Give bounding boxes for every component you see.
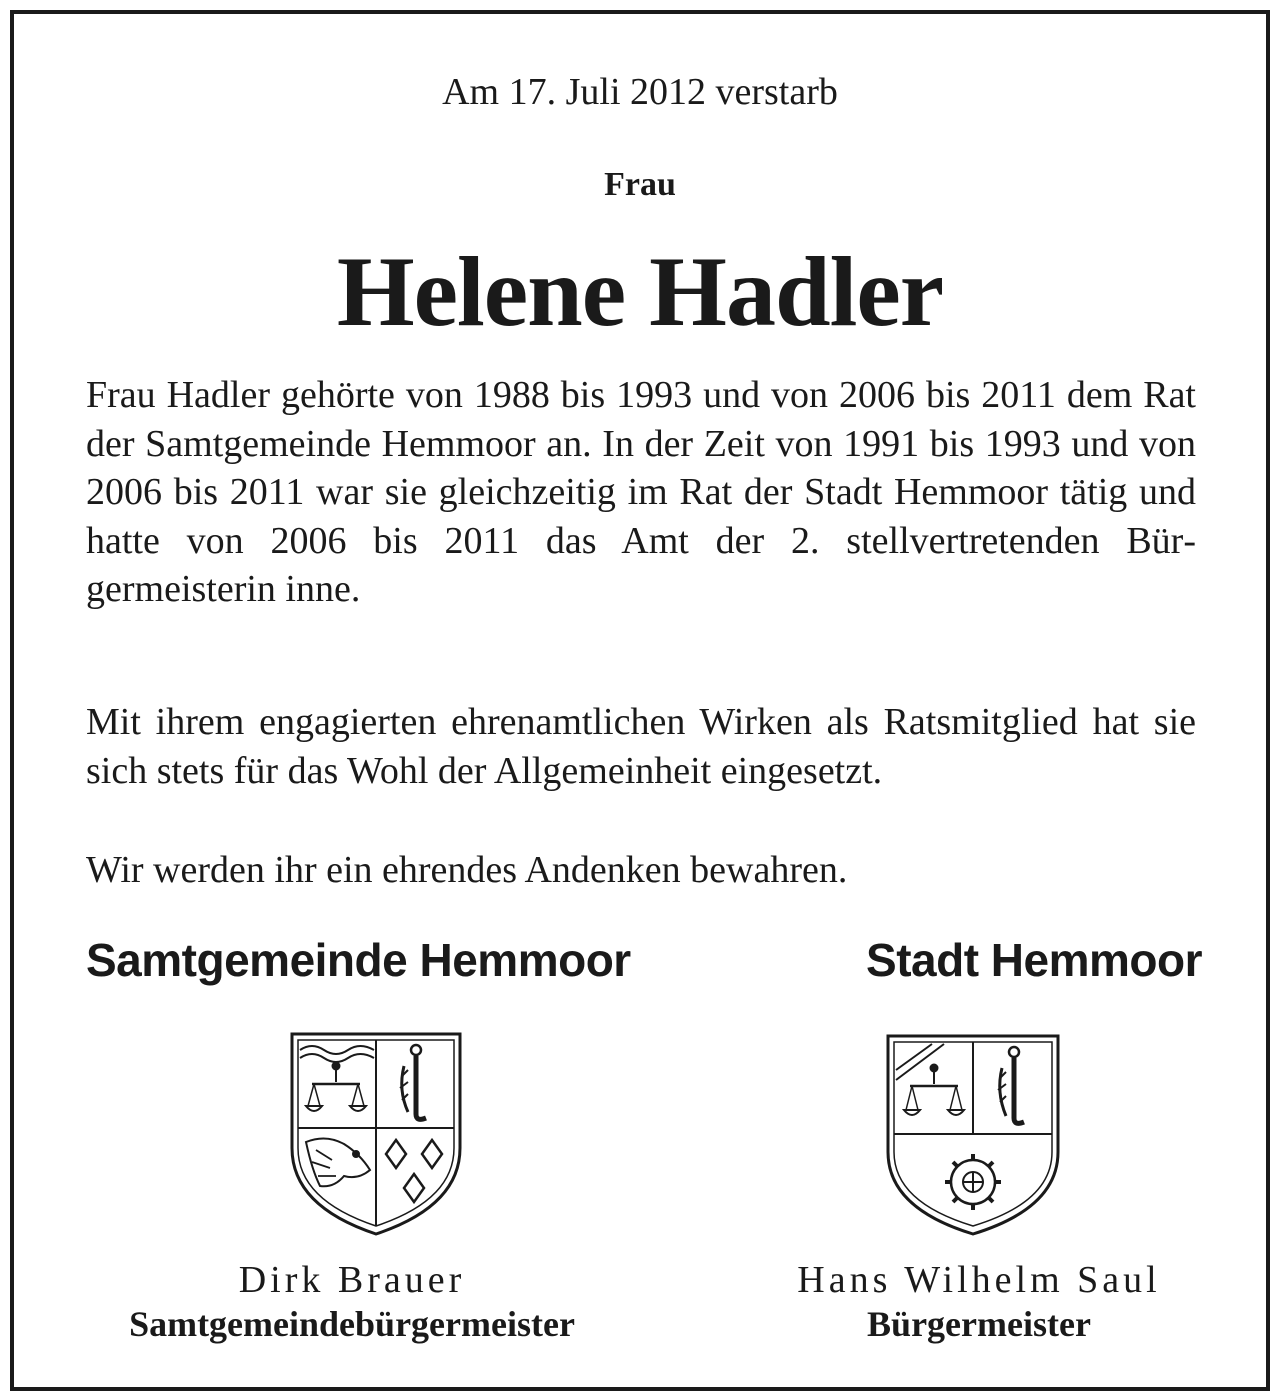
stadt-hemmoor-coat-of-arms-icon <box>882 1030 1064 1240</box>
samtgemeinde-hemmoor-coat-of-arms-icon <box>286 1030 466 1240</box>
organization-stadt: Stadt Hemmoor <box>866 934 1202 986</box>
signer-stadt <box>714 1258 1244 1346</box>
intro-line: Am 17. Juli 2012 verstarb <box>442 71 838 113</box>
honorific: Frau <box>604 166 676 203</box>
signer-samtgemeinde <box>72 1258 632 1346</box>
tribute-paragraph: Mit ihrem engagierten ehrenamtlichen Wirken als Ratsmitglied hat sie sich stets für das Wohl der Allgemeinheit eingesetzt. <box>86 701 1196 792</box>
closing-sentence: Wir werden ihr ein ehrendes Andenken bewahren. <box>86 849 848 891</box>
organization-samtgemeinde: Samtgemeinde Hemmoor <box>86 934 631 986</box>
deceased-name: Helene Hadler <box>336 236 944 347</box>
signer-title: Samtgemeindebürgermeister <box>129 1304 575 1344</box>
signer-title: Bürgermeister <box>867 1304 1091 1344</box>
signer-name: Dirk Brauer <box>238 1259 466 1301</box>
signer-name: Hans Wilhelm Saul <box>797 1259 1161 1301</box>
tribute-paragraph: Frau Hadler gehörte von 1988 bis 1993 und von 2006 bis 2011 dem Rat der Samtgemeinde Hemmoor an. In der Zeit von 1991 bis 1993 und von 2006 bis 2011 war sie gleichzeitig im Rat der Stadt Hemmoor tätig und hatte von 2006 bis 2011 das Amt der 2. stellvertretenden Bürgermeisterin inne. <box>86 374 1196 610</box>
obituary-notice <box>10 10 1270 1391</box>
